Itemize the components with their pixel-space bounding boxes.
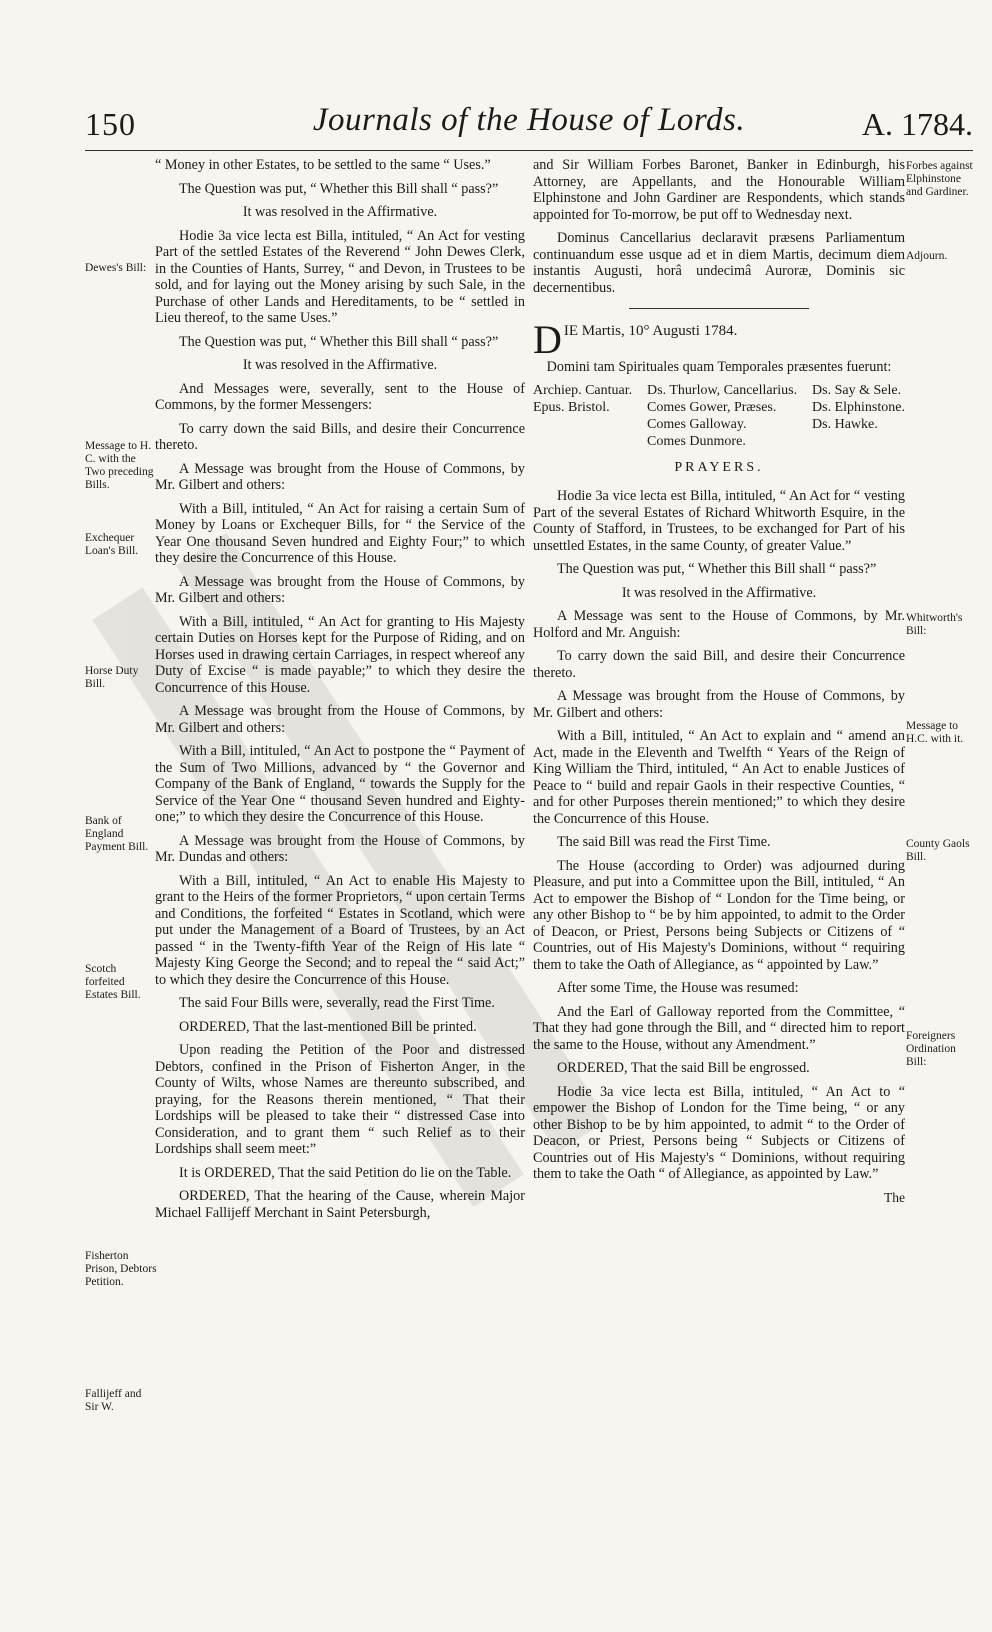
paragraph: It was resolved in the Affirmative.	[242, 357, 438, 373]
prayers-heading: PRAYERS.	[674, 459, 764, 475]
paragraph: To carry down the said Bill, and desire their Concurrence thereto.	[533, 648, 905, 681]
paragraph: ORDERED, That the said Bill be engrossed.	[557, 1060, 810, 1076]
paragraph: A Message was brought from the House of Commons, by Mr. Dundas and others:	[155, 832, 525, 865]
margin-note-whitworth: Whitworth's Bill:	[906, 612, 963, 637]
paragraph: The said Bill was read the First Time.	[557, 834, 771, 850]
lord-entry: Ds. Say & Sele.	[812, 382, 902, 398]
margin-note-fisherton: Fisherton Prison, Debtors Petition.	[85, 1250, 157, 1288]
page-number: 150	[85, 106, 136, 142]
paragraph: and Sir William Forbes Baronet, Banker in Edinburgh, his Attorney, are Appellants, and the Honourable William Elphinstone and John Gardiner are Respondents, which stands appointed for To-morrow, be put off to Wednesday next.	[533, 157, 905, 223]
lord-entry: Epus. Bristol.	[533, 399, 610, 415]
margin-note-county-gaols: County Gaols Bill.	[906, 838, 970, 863]
paragraph: It was resolved in the Affirmative.	[242, 204, 438, 220]
paragraph: The Question was put, “ Whether this Bill shall “ pass?”	[179, 180, 499, 197]
paragraph: It is ORDERED, That the said Petition do lie on the Table.	[179, 1164, 512, 1181]
lord-entry: Archiep. Cantuar.	[533, 382, 633, 398]
paragraph: And Messages were, severally, sent to the House of Commons, by the former Messengers:	[155, 380, 525, 413]
margin-note-scotch-estates: Scotch forfeited Estates Bill.	[85, 963, 141, 1001]
header-rule	[85, 150, 973, 151]
lord-entry: Comes Gower, Præses.	[647, 399, 777, 415]
paragraph: With a Bill, intituled, “ An Act to postpone the “ Payment of the Sum of Two Millions, advanced by “ the Governor and Company of the Bank of England, “ towards the Supply for the Service of the Year One “ thousand Seven hundred and Eighty-one;” to which they desire the Concurrence of this House.	[155, 743, 525, 825]
lords-temporal-1	[647, 382, 797, 450]
year-label: A. 1784.	[861, 106, 973, 142]
lords-present-list	[533, 382, 905, 450]
catchword: The	[884, 1189, 905, 1205]
left-column	[155, 157, 525, 1228]
paragraph: A Message was brought from the House of Commons, by Mr. Gilbert and others:	[155, 573, 525, 606]
paragraph: The said Four Bills were, severally, read the First Time.	[179, 995, 495, 1011]
margin-note-message-hc-2: Message to H.C. with it.	[906, 720, 964, 745]
running-header	[85, 100, 973, 152]
margin-note-adjourn: Adjourn.	[906, 250, 948, 262]
section-divider	[629, 308, 809, 309]
paragraph: Upon reading the Petition of the Poor and distressed Debtors, confined in the Prison of Fisherton Anger, in the County of Wilts, whose Names are thereunto subscribed, and praying, for the Reasons therein mentioned, “ That their Lordships will be pleased to take their “ distressed Case into Consideration, and to grant them “ such Relief as to their Lordships shall seem meet:”	[155, 1042, 525, 1157]
paragraph: Hodie 3a vice lecta est Billa, intituled, “ An Act for vesting Part of the settled Estates of the Reverend “ John Dewes Clerk, in the Counties of Hants, Surrey, “ and Devon, in Trustees to be sold, and for laying out the Money arising by such Sale, in the Purchase of other Lands and Hereditaments, to be “ settled in Lieu thereof, to the same Uses.”	[155, 227, 525, 326]
lord-entry: Ds. Thurlow, Cancellarius.	[647, 382, 798, 398]
paragraph: A Message was sent to the House of Commons, by Mr. Holford and Mr. Anguish:	[533, 608, 905, 641]
paragraph: And the Earl of Galloway reported from the Committee, “ That they had gone through the Bill, and “ directed him to report the same to the House, without any Amendment.”	[533, 1003, 905, 1053]
paragraph: “ Money in other Estates, to be settled to the same “ Uses.”	[155, 157, 491, 173]
lords-temporal-2	[812, 382, 905, 450]
paragraph: After some Time, the House was resumed:	[557, 980, 799, 996]
sitting-date-heading	[533, 317, 905, 362]
margin-note-dewes: Dewes's Bill:	[85, 262, 147, 274]
lords-spiritual	[533, 382, 632, 450]
paragraph: To carry down the said Bills, and desire their Concurrence thereto.	[155, 420, 525, 453]
paragraph: With a Bill, intituled, “ An Act for raising a certain Sum of Money by Loans or Exchequer Bills, for “ the Service of the Year One thousand Seven hundred and Eighty Four;” to which they desire the Concurrence of this House.	[155, 500, 525, 566]
margin-note-forbes: Forbes against Elphinstone and Gardiner.	[906, 160, 973, 198]
paragraph: ORDERED, That the hearing of the Cause, wherein Major Michael Fallijeff Merchant in Saint Petersburgh,	[155, 1188, 525, 1221]
right-column	[533, 157, 905, 1206]
paragraph: A Message was brought from the House of Commons, by Mr. Gilbert and others:	[155, 703, 525, 736]
paragraph: The Question was put, “ Whether this Bill shall “ pass?”	[557, 561, 877, 577]
paragraph: Dominus Cancellarius declaravit præsens Parliamentum continuandum esse usque ad et in diem Martis, decimum diem instantis Augusti, horâ undecimâ Auroræ, Dominis sic decernentibus.	[533, 230, 905, 296]
margin-note-exchequer: Exchequer Loan's Bill.	[85, 532, 139, 557]
margin-note-bank-payment: Bank of England Payment Bill.	[85, 815, 149, 853]
paragraph: Hodie 3a vice lecta est Billa, intituled, “ An Act to “ empower the Bishop of London for the Time being, “ or any other Bishop to be by him appointed, to admit “ to the Order of Deacon, or Priest, Persons being “ Subjects or Citizens of Countries out of His Majesty's “ Dominions, without requiring them to take the Oath “ of Allegiance, as appointed by Law.”	[533, 1083, 905, 1182]
drop-cap: D	[533, 317, 562, 362]
lord-entry: Ds. Elphinstone.	[812, 399, 905, 415]
paragraph: With a Bill, intituled, “ An Act to explain and “ amend an Act, made in the Eleventh and Twelfth “ Years of the Reign of King William the Third, intituled, “ An Act to enable Justices of Peace to “ build and repair Gaols in their respective Counties, “ and for other Purposes therein mentioned;” to which they desire the Concurrence of this House.	[533, 728, 905, 827]
paragraph: A Message was brought from the House of Commons, by Mr. Gilbert and others:	[533, 688, 905, 721]
paragraph: Hodie 3a vice lecta est Billa, intituled, “ An Act for “ vesting Part of the several Estates of Richard Whitworth Esquire, in the County of Stafford, in Trustees, to be exchanged for Part of his unsettled Estates, in the same County, of greater Value.”	[533, 488, 905, 554]
lord-entry: Ds. Hawke.	[812, 416, 878, 432]
margin-note-fallijeff: Fallijeff and Sir W.	[85, 1388, 142, 1413]
paragraph: The Question was put, “ Whether this Bill shall “ pass?”	[179, 333, 499, 350]
attendance-heading: Domini tam Spirituales quam Temporales præsentes fuerunt:	[546, 359, 892, 375]
paragraph: ORDERED, That the last-mentioned Bill be printed.	[179, 1018, 477, 1035]
paragraph: With a Bill, intituled, “ An Act for granting to His Majesty certain Duties on Horses kept for the Purpose of Riding, and on Horses used in drawing certain Carriages, in respect whereof any Duty of Excise “ is made payable;” to which they desire the Concurrence of this House.	[155, 613, 525, 696]
paragraph: A Message was brought from the House of Commons, by Mr. Gilbert and others:	[155, 460, 525, 493]
lord-entry: Comes Dunmore.	[647, 433, 746, 449]
paragraph: It was resolved in the Affirmative.	[621, 584, 817, 601]
margin-note-message-hc: Message to H. C. with the Two preceding Bills.	[85, 440, 154, 491]
journal-title: Journals of the House of Lords.	[312, 102, 746, 138]
paragraph: The House (according to Order) was adjourned during Pleasure, and put into a Committee upon the Bill, intituled, “ An Act to empower the Bishop of “ London for the Time being, or any other Bishop to “ be by him appointed, to admit to the Order of Deacon, or Priest, Persons being Subjects or Citizens of “ Countries, out of His Majesty's Dominions, without “ requiring them to take the Oath of Allegiance, as “ appointed by Law.”	[533, 857, 905, 973]
sitting-date: IE Martis, 10° Augusti 1784.	[563, 323, 738, 339]
margin-note-foreigners: Foreigners Ordination Bill:	[906, 1030, 956, 1068]
paragraph: With a Bill, intituled, “ An Act to enable His Majesty to grant to the Heirs of the former Proprietors, “ upon certain Terms and Conditions, the forfeited “ Estates in Scotland, which were put under the Management of a Board of Trustees, by an Act passed “ in the Twenty-fifth Year of the Reign of His late “ Majesty King George the Second; and to repeal the “ said Act;” to which they desire the Concurrence of this House.	[155, 872, 525, 988]
lord-entry: Comes Galloway.	[647, 416, 747, 432]
margin-note-horse-duty: Horse Duty Bill.	[85, 665, 139, 690]
